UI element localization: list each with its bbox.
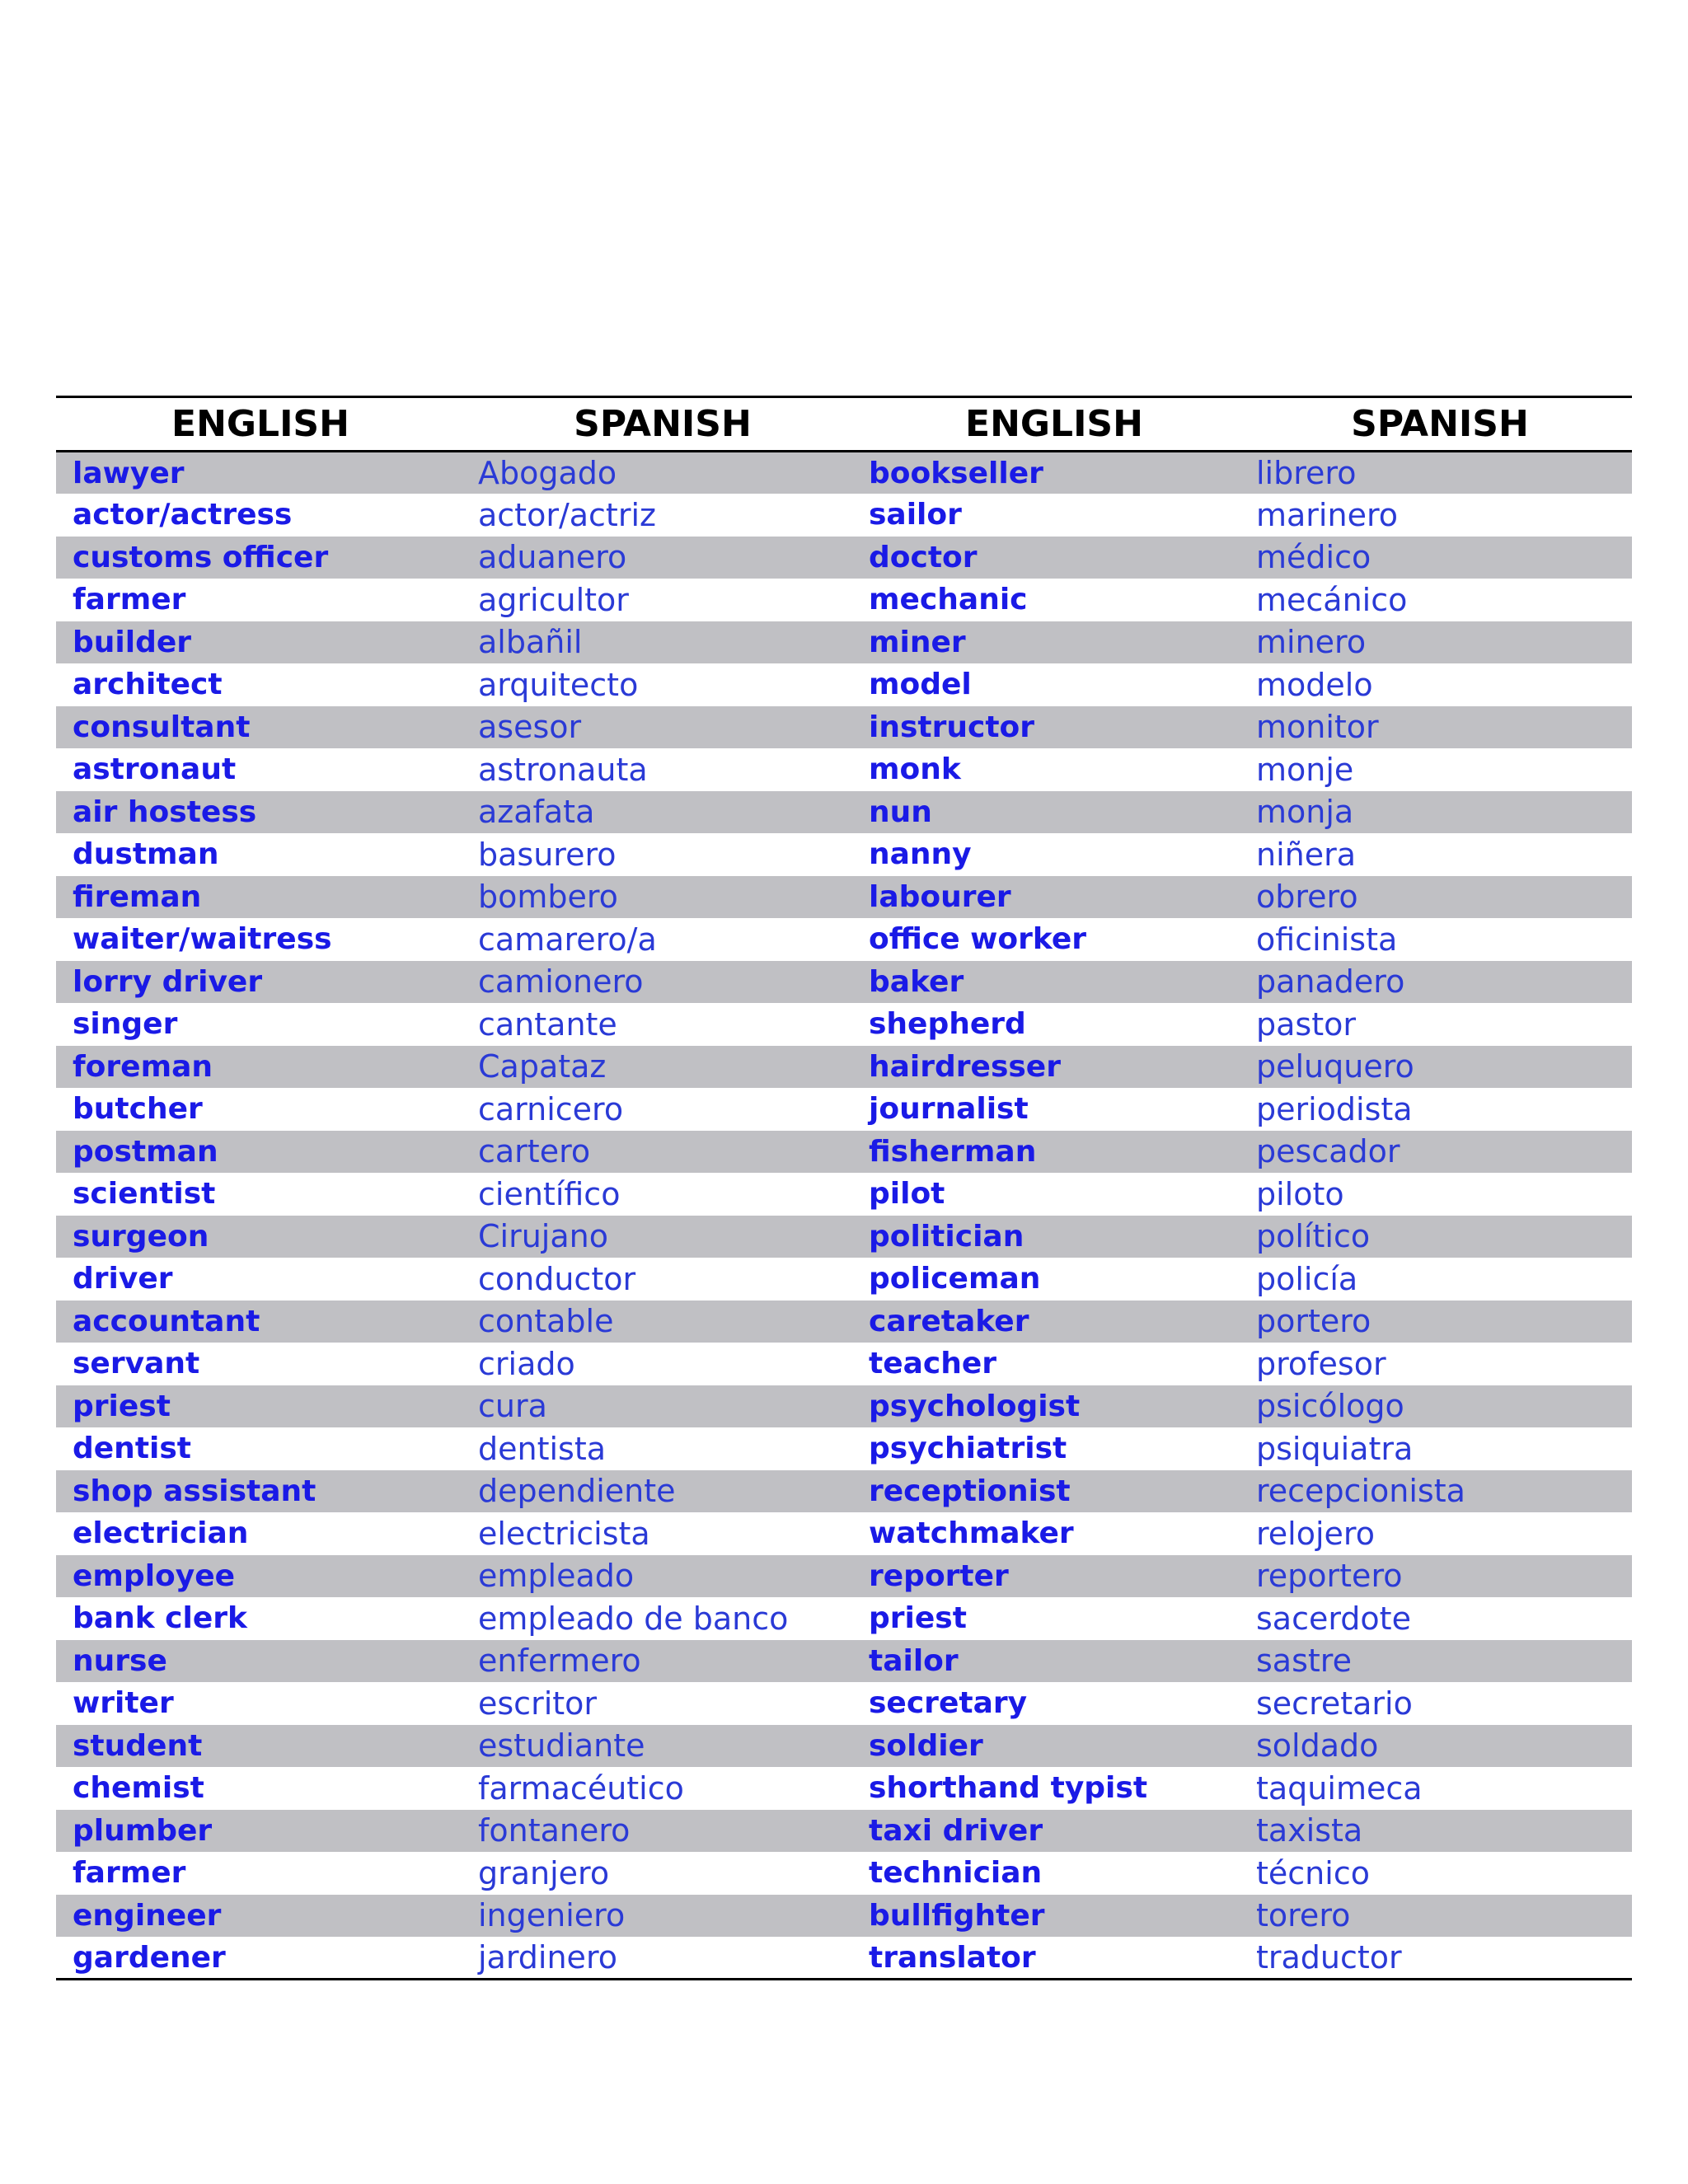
english-word: consultant	[56, 706, 465, 749]
spanish-word: fontanero	[465, 1810, 860, 1853]
spanish-word: monja	[1248, 791, 1632, 834]
spanish-word: taquimeca	[1256, 1769, 1423, 1807]
english-word: lorry driver	[56, 961, 465, 1004]
spanish-word: monitor	[1248, 706, 1632, 749]
table-row	[56, 1725, 1632, 1768]
english-word: sailor	[869, 498, 962, 532]
english-word: pilot	[869, 1177, 945, 1212]
english-word: receptionist	[860, 1470, 1248, 1513]
english-word: electrician	[73, 1516, 249, 1551]
table-row	[56, 494, 1632, 537]
header-english-2: ENGLISH	[860, 397, 1248, 452]
english-word: writer	[73, 1686, 174, 1721]
english-word: employee	[56, 1555, 465, 1598]
english-word: mechanic	[869, 583, 1028, 617]
spanish-word: asesor	[465, 706, 860, 749]
english-word: nanny	[869, 837, 972, 872]
english-word: shop assistant	[56, 1470, 465, 1513]
english-word: lawyer	[56, 452, 465, 494]
english-word: office worker	[869, 922, 1087, 957]
spanish-word: jardinero	[465, 1937, 860, 1980]
english-word: butcher	[73, 1092, 203, 1127]
spanish-word: obrero	[1248, 876, 1632, 919]
english-word: customs officer	[56, 537, 465, 579]
english-word: priest	[869, 1601, 967, 1636]
spanish-word: minero	[1248, 621, 1632, 664]
table-row	[56, 1512, 1632, 1555]
spanish-word: agricultor	[478, 581, 629, 618]
spanish-word: escritor	[478, 1685, 598, 1722]
english-word: caretaker	[860, 1301, 1248, 1343]
table-header	[56, 397, 1632, 452]
table-row	[56, 833, 1632, 876]
table-row	[56, 1767, 1632, 1810]
table-row	[56, 791, 1632, 834]
spanish-word: político	[1248, 1216, 1632, 1258]
english-word: waiter/waitress	[73, 922, 332, 957]
spanish-word: contable	[465, 1301, 860, 1343]
spanish-word: criado	[478, 1345, 575, 1382]
table-row	[56, 1301, 1632, 1343]
english-word: fireman	[56, 876, 465, 919]
spanish-word: dependiente	[465, 1470, 860, 1513]
spanish-word: reportero	[1248, 1555, 1632, 1598]
spanish-word: monje	[1256, 751, 1354, 788]
spanish-word: sacerdote	[1256, 1600, 1411, 1637]
english-word: shepherd	[869, 1007, 1026, 1042]
table-row	[56, 1597, 1632, 1640]
english-word: air hostess	[56, 791, 465, 834]
english-word: postman	[56, 1131, 465, 1174]
table-row	[56, 1427, 1632, 1470]
english-word: nun	[860, 791, 1248, 834]
english-word: psychologist	[860, 1385, 1248, 1428]
spanish-word: sastre	[1248, 1640, 1632, 1683]
english-word: dustman	[73, 837, 219, 872]
spanish-word: cartero	[465, 1131, 860, 1174]
english-word: labourer	[860, 876, 1248, 919]
english-word: priest	[56, 1385, 465, 1428]
spanish-word: médico	[1248, 537, 1632, 579]
table-row	[56, 663, 1632, 706]
english-word: surgeon	[56, 1216, 465, 1258]
english-word: singer	[73, 1007, 178, 1042]
english-word: model	[869, 668, 972, 702]
spanish-word: secretario	[1256, 1685, 1413, 1722]
spanish-word: cura	[465, 1385, 860, 1428]
table-row	[56, 1895, 1632, 1938]
spanish-word: ingeniero	[465, 1895, 860, 1938]
english-word: student	[56, 1725, 465, 1768]
english-word: accountant	[56, 1301, 465, 1343]
spanish-word: traductor	[1248, 1937, 1632, 1980]
spanish-word: relojero	[1256, 1515, 1375, 1552]
spanish-word: modelo	[1256, 666, 1373, 703]
english-word: psychiatrist	[869, 1432, 1067, 1466]
spanish-word: carnicero	[478, 1090, 624, 1127]
spanish-word: panadero	[1248, 961, 1632, 1004]
spanish-word: psicólogo	[1248, 1385, 1632, 1428]
english-word: actor/actress	[73, 498, 293, 532]
english-word: miner	[860, 621, 1248, 664]
spanish-word: arquitecto	[478, 666, 639, 703]
english-word: shorthand typist	[869, 1771, 1148, 1806]
table-row	[56, 1937, 1632, 1980]
table-row	[56, 1131, 1632, 1174]
spanish-word: librero	[1248, 452, 1632, 494]
english-word: engineer	[56, 1895, 465, 1938]
spanish-word: astronauta	[478, 751, 648, 788]
english-word: soldier	[860, 1725, 1248, 1768]
table-row	[56, 918, 1632, 961]
table-row	[56, 876, 1632, 919]
spanish-word: torero	[1248, 1895, 1632, 1938]
english-word: bullfighter	[860, 1895, 1248, 1938]
table-row	[56, 1470, 1632, 1513]
spanish-word: marinero	[1256, 496, 1398, 533]
english-word: dentist	[73, 1432, 191, 1466]
table-row	[56, 1216, 1632, 1258]
header-english-1: ENGLISH	[56, 397, 465, 452]
spanish-word: granjero	[478, 1854, 610, 1891]
spanish-word: pastor	[1256, 1005, 1356, 1043]
spanish-word: peluquero	[1248, 1046, 1632, 1089]
english-word: translator	[860, 1937, 1248, 1980]
spanish-word: profesor	[1256, 1345, 1386, 1382]
english-word: chemist	[73, 1771, 204, 1806]
table-row	[56, 748, 1632, 791]
table-row	[56, 1682, 1632, 1725]
english-word: astronaut	[73, 752, 237, 787]
english-word: tailor	[860, 1640, 1248, 1683]
spanish-word: oficinista	[1256, 921, 1398, 958]
table-row	[56, 1046, 1632, 1089]
spanish-word: camarero/a	[478, 921, 657, 958]
spanish-word: bombero	[465, 876, 860, 919]
table-row	[56, 1555, 1632, 1598]
english-word: secretary	[869, 1686, 1028, 1721]
spanish-word: taxista	[1248, 1810, 1632, 1853]
spanish-word: farmacéutico	[478, 1769, 684, 1807]
spanish-word: azafata	[465, 791, 860, 834]
table-row	[56, 1810, 1632, 1853]
english-word: instructor	[860, 706, 1248, 749]
spanish-word: portero	[1248, 1301, 1632, 1343]
english-word: politician	[860, 1216, 1248, 1258]
spanish-word: piloto	[1256, 1175, 1344, 1212]
english-word: hairdresser	[860, 1046, 1248, 1089]
header-spanish-2: SPANISH	[1248, 397, 1632, 452]
table-row	[56, 1640, 1632, 1683]
english-word: nurse	[56, 1640, 465, 1683]
spanish-word: Capataz	[465, 1046, 860, 1089]
spanish-word: Abogado	[465, 452, 860, 494]
table-row	[56, 1003, 1632, 1046]
table-row	[56, 1173, 1632, 1216]
header-row	[56, 397, 1632, 452]
table-row	[56, 961, 1632, 1004]
spanish-word: basurero	[478, 836, 617, 873]
english-word: builder	[56, 621, 465, 664]
table-row	[56, 1258, 1632, 1301]
table-row	[56, 1088, 1632, 1131]
spanish-word: psiquiatra	[1256, 1430, 1414, 1467]
table-row	[56, 537, 1632, 579]
spanish-word: conductor	[478, 1260, 636, 1297]
spanish-word: cantante	[478, 1005, 617, 1043]
english-word: servant	[73, 1347, 200, 1381]
english-word: technician	[869, 1856, 1043, 1891]
english-word: farmer	[73, 583, 186, 617]
english-word: taxi driver	[860, 1810, 1248, 1853]
spanish-word: pescador	[1248, 1131, 1632, 1174]
english-word: journalist	[869, 1092, 1029, 1127]
spanish-word: aduanero	[465, 537, 860, 579]
spanish-word: recepcionista	[1248, 1470, 1632, 1513]
english-word: doctor	[860, 537, 1248, 579]
english-word: architect	[73, 668, 223, 702]
english-word: baker	[860, 961, 1248, 1004]
spanish-word: electricista	[478, 1515, 650, 1552]
vocabulary-table	[56, 396, 1632, 1980]
english-word: driver	[73, 1262, 173, 1296]
english-word: gardener	[56, 1937, 465, 1980]
english-word: fisherman	[860, 1131, 1248, 1174]
spanish-word: dentista	[478, 1430, 607, 1467]
table-row	[56, 621, 1632, 664]
table-row	[56, 579, 1632, 621]
spanish-word: soldado	[1248, 1725, 1632, 1768]
spanish-word: policía	[1256, 1260, 1358, 1297]
english-word: monk	[869, 752, 961, 787]
english-word: reporter	[860, 1555, 1248, 1598]
table-body	[56, 452, 1632, 1980]
spanish-word: estudiante	[465, 1725, 860, 1768]
spanish-word: niñera	[1256, 836, 1357, 873]
spanish-word: actor/actriz	[478, 496, 656, 533]
spanish-word: mecánico	[1256, 581, 1408, 618]
english-word: farmer	[73, 1856, 186, 1891]
spanish-word: periodista	[1256, 1090, 1413, 1127]
spanish-word: técnico	[1256, 1854, 1370, 1891]
spanish-word: empleado	[465, 1555, 860, 1598]
spanish-word: camionero	[465, 961, 860, 1004]
english-word: teacher	[869, 1347, 997, 1381]
table-row	[56, 1343, 1632, 1385]
header-spanish-1: SPANISH	[465, 397, 860, 452]
spanish-word: Cirujano	[465, 1216, 860, 1258]
english-word: bookseller	[860, 452, 1248, 494]
table-row	[56, 1852, 1632, 1895]
english-word: scientist	[73, 1177, 216, 1212]
english-word: bank clerk	[73, 1601, 247, 1636]
spanish-word: albañil	[465, 621, 860, 664]
spanish-word: enfermero	[465, 1640, 860, 1683]
english-word: plumber	[56, 1810, 465, 1853]
english-word: foreman	[56, 1046, 465, 1089]
spanish-word: científico	[478, 1175, 621, 1212]
table-row	[56, 706, 1632, 749]
table-row	[56, 452, 1632, 494]
table-row	[56, 1385, 1632, 1428]
spanish-word: empleado de banco	[478, 1600, 789, 1637]
english-word: watchmaker	[869, 1516, 1074, 1551]
english-word: policeman	[869, 1262, 1041, 1296]
